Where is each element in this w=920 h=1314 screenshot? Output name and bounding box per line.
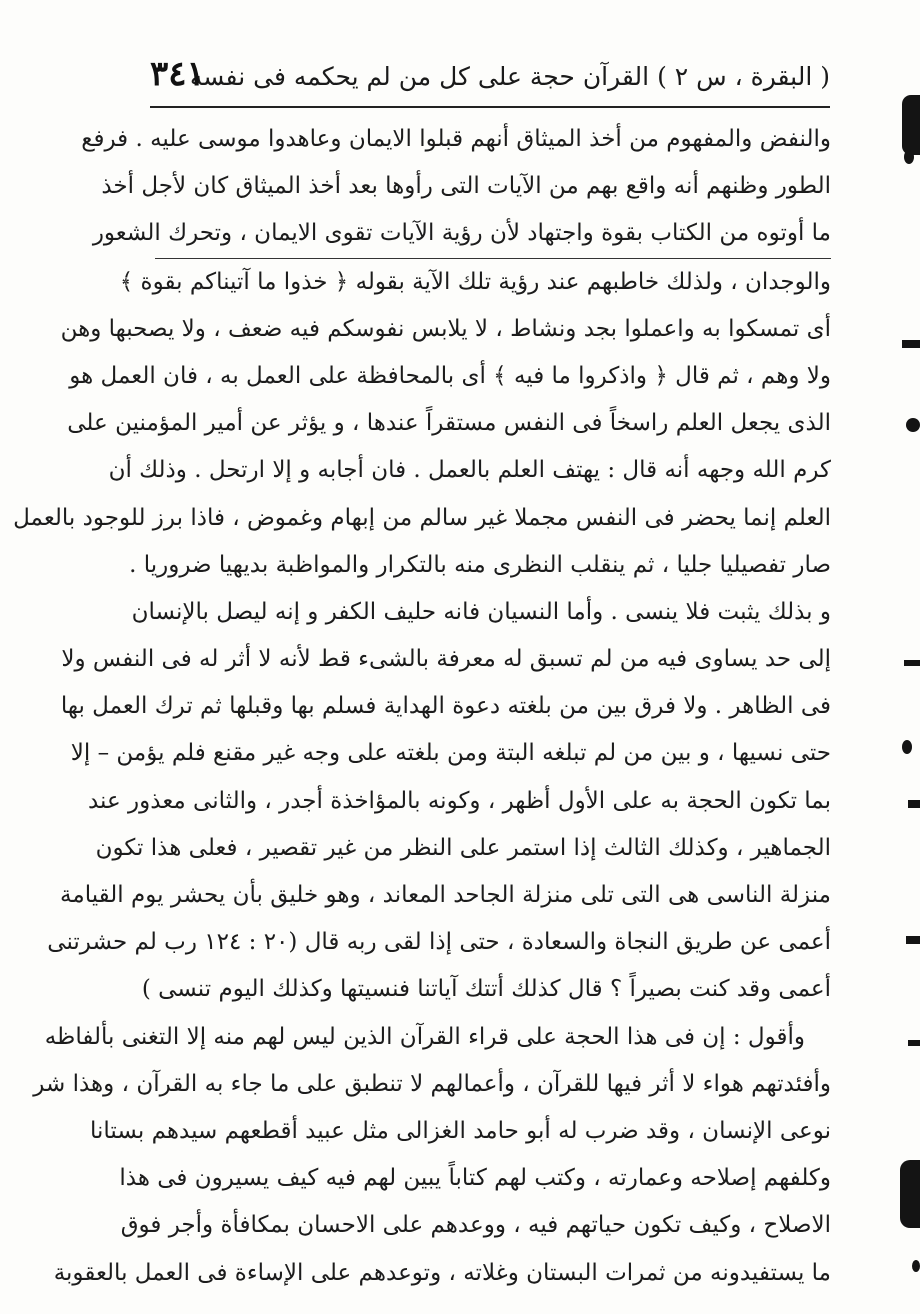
text-line-8: كرم الله وجهه أنه قال : يهتف العلم بالعمل . فان أجابه و إلا ارتحل . وذلك أن — [108, 457, 831, 484]
scan-mark — [908, 1040, 920, 1046]
text-line-6: ولا وهم ، ثم قال ﴿ واذكروا ما فيه ﴾ أى بالمحافظة على العمل به ، فان العمل هو — [69, 362, 831, 389]
text-line-17: منزلة الناسى هى التى تلى منزلة الجاحد المعاند ، وهو خليق بأن يحشر يوم القيامة — [60, 882, 831, 908]
text-line-11: و بذلك يثبت فلا ينسى . وأما النسيان فانه حليف الكفر و إنه ليصل بالإنسان — [131, 598, 831, 625]
running-header — [150, 52, 830, 108]
scan-mark — [908, 800, 920, 808]
text-line-9: العلم إنما يحضر فى النفس مجملا غير سالم من إبهام وغموض ، فاذا برز للوجود بالعمل — [13, 504, 831, 531]
text-line-19: أعمى وقد كنت بصيراً ؟ قال كذلك أتتك آياتنا فنسيتها وكذلك اليوم تنسى ) — [141, 976, 831, 1003]
text-line-12: إلى حد يساوى فيه من لم تسبق له معرفة بالشىء قط لأنه لا أثر له فى النفس ولا — [61, 646, 831, 673]
scan-mark — [902, 340, 920, 348]
page-number: ٣٤١ — [150, 54, 205, 94]
text-line-23: وكلفهم إصلاحه وعمارته ، وكتب لهم كتاباً يبين لهم فيه كيف يسيرون فى هذا — [119, 1165, 831, 1192]
scan-mark — [906, 418, 920, 432]
scan-mark — [900, 1160, 920, 1228]
scan-mark — [902, 740, 912, 754]
text-line-20: وأقول : إن فى هذا الحجة على قراء القرآن الذين ليس لهم منه إلا التغنى بألفاظه — [44, 1023, 805, 1050]
text-line-14: حتى نسيها ، و بين من لم تبلغه البتة ومن بلغته على وجه غير مقنع فلم يؤمن – إلا — [70, 740, 831, 767]
body-text — [13, 116, 831, 1297]
text-line-18: أعمى عن طريق النجاة والسعادة ، حتى إذا لقى ربه قال (٢٠ : ١٢٤ رب لم حشرتنى — [47, 929, 831, 956]
header-rule — [150, 106, 830, 108]
scan-edge-marks — [880, 0, 920, 1314]
scan-mark — [912, 1260, 920, 1272]
scan-mark — [906, 936, 920, 944]
running-header-title: ( البقرة ، س ٢ ) القرآن حجة على كل من لم يحكمه فى نفسه — [189, 62, 830, 91]
text-line-10: صار تفصيليا جليا ، ثم ينقلب النظرى منه بالتكرار والمواظبة بديهيا ضروريا . — [129, 551, 831, 578]
text-line-22: نوعى الإنسان ، وقد ضرب له أبو حامد الغزالى مثل عبيد أقطعهم سيدهم بستانا — [89, 1117, 831, 1144]
text-line-16: الجماهير ، وكذلك الثالث إذا استمر على النظر من غير تقصير ، فعلى هذا تكون — [95, 834, 831, 861]
scan-mark — [904, 660, 920, 666]
text-line-15: بما تكون الحجة به على الأول أظهر ، وكونه بالمؤاخذة أجدر ، والثانى معذور عند — [87, 787, 831, 814]
text-line-1: والنفض والمفهوم من أخذ الميثاق أنهم قبلوا الايمان وعاهدوا موسى عليه . فرفع — [81, 126, 831, 152]
scan-mark — [904, 150, 914, 164]
text-line-13: فى الظاهر . ولا فرق بين من بلغته دعوة الهداية فسلم بها وقبلها ثم ترك العمل بها — [60, 693, 831, 720]
scan-mark — [902, 95, 920, 155]
text-line-5: أى تمسكوا به واعملوا بجد ونشاط ، لا يلابس نفوسكم فيه ضعف ، ولا يصحبها وهن — [60, 315, 831, 342]
text-line-21: وأفئدتهم هواء لا أثر فيها للقرآن ، وأعمالهم لا تنطبق على ما جاء به القرآن ، وهذا شر — [33, 1070, 831, 1097]
text-line-2: الطور وظنهم أنه واقع بهم من الآيات التى رأوها بعد أخذ الميثاق كان لأجل أخذ — [101, 173, 831, 200]
text-line-4: والوجدان ، ولذلك خاطبهم عند رؤية تلك الآية بقوله ﴿ خذوا ما آتيناكم بقوة ﴾ — [119, 268, 831, 295]
text-line-7: الذى يجعل العلم راسخاً فى النفس مستقراً عندها ، و يؤثر عن أمير المؤمنين على — [67, 410, 831, 437]
text-line-24: الاصلاح ، وكيف تكون حياتهم فيه ، ووعدهم على الاحسان بمكافأة وأجر فوق — [120, 1212, 831, 1239]
text-line-3: ما أوتوه من الكتاب بقوة واجتهاد لأن رؤية الآيات تقوى الايمان ، وتحرك الشعور — [155, 210, 831, 258]
text-line-25: ما يستفيدونه من ثمرات البستان وغلاته ، وتوعدهم على الإساءة فى العمل بالعقوبة — [53, 1259, 831, 1286]
